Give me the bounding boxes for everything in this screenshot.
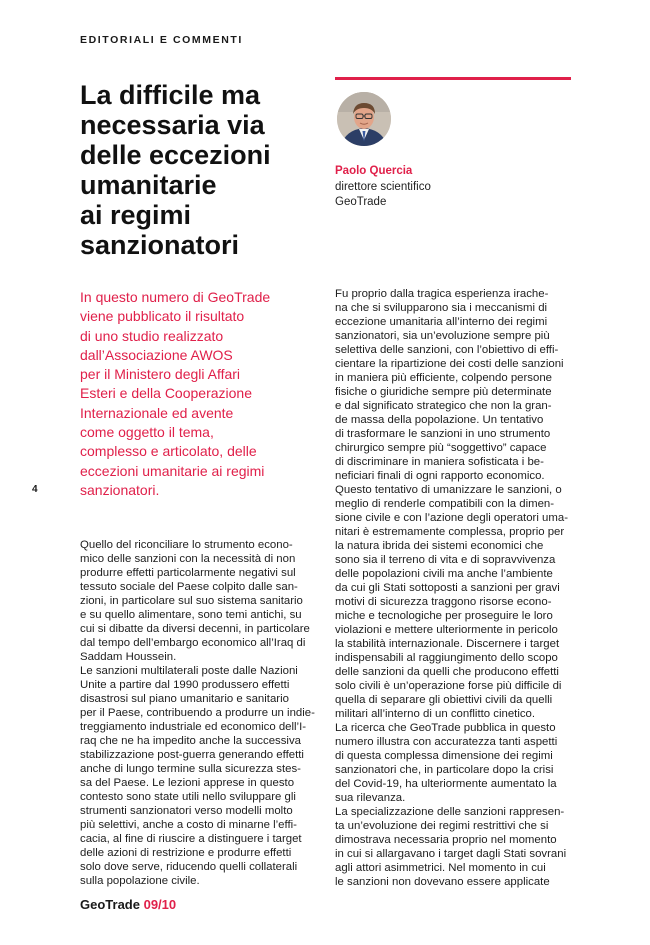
body-line: contesto sono state utili nello sviluppare gli: [80, 791, 296, 803]
body-line: la natura ibrida dei sistemi economici che: [335, 540, 544, 552]
body-line: di questa complessa dimensione dei regimi: [335, 750, 553, 762]
lead-line: come oggetto il tema,: [80, 424, 214, 441]
body-column-right: [335, 287, 573, 889]
body-line: selettiva delle sanzioni, con l’obiettivo di effi-: [335, 344, 559, 356]
body-line: disastrosi sul piano umanitario e sanitario: [80, 693, 289, 705]
body-line: cientare la ripartizione dei costi delle sanzioni: [335, 358, 564, 370]
body-line: chirurgico sempre più “soggettivo” capace: [335, 442, 547, 454]
footer-issue: 09/10: [143, 897, 177, 912]
body-line: sua rilevanza.: [335, 792, 406, 804]
body-line: dal tempo dell’embargo economico all’Iraq di: [80, 637, 306, 649]
body-line: sione civile e con l’azione degli operatori uma-: [335, 512, 569, 524]
body-line: eccezione umanitaria all’interno dei regimi: [335, 316, 548, 328]
body-line: e dal significato strategico che non la gran-: [335, 400, 552, 412]
author-name: Paolo Quercia: [335, 165, 413, 177]
body-line: indispensabili al raggiungimento dello scopo: [335, 652, 558, 664]
footer: [80, 897, 176, 912]
body-line: Fu proprio dalla tragica esperienza irache-: [335, 288, 549, 300]
title-line: La difficile ma: [80, 80, 261, 110]
body-line: neficiari finali di ogni rapporto economico.: [335, 470, 545, 482]
body-line: de massa della popolazione. Un tentativo: [335, 414, 544, 426]
body-line: ta un’evoluzione dei regimi restrittivi che si: [335, 820, 549, 832]
body-line: le sanzioni non dovevano essere applicate: [335, 876, 550, 888]
body-line: sulla popolazione civile.: [80, 875, 200, 887]
page-number: 4: [32, 484, 38, 495]
body-line: Questo tentativo di umanizzare le sanzioni, o: [335, 484, 562, 496]
body-line: cui si dibatte da diversi decenni, in particolare: [80, 623, 310, 635]
title-line: sanzionatori: [80, 230, 240, 260]
body-line: sono sia il terreno di vita e di sopravvivenza: [335, 554, 556, 566]
body-line: la stabilità internazionale. Discernere i target: [335, 638, 560, 650]
author-avatar: [337, 92, 391, 146]
lead-line: complesso e articolato, delle: [80, 443, 257, 460]
body-line: da cui gli Stati sottoposti a sanzioni per gravi: [335, 582, 560, 594]
body-line: Saddam Houssein.: [80, 651, 177, 663]
lead-line: sanzionatori.: [80, 481, 160, 498]
lead-line: di uno studio realizzato: [80, 327, 224, 344]
body-line: sanzionatori che, in particolare dopo la crisi: [335, 764, 554, 776]
body-line: treggiamento industriale ed economico dell’I-: [80, 721, 307, 733]
lead-line: per il Ministero degli Affari: [80, 366, 241, 383]
article-title: [80, 80, 320, 260]
body-line: dimostrava necessaria proprio nel momento: [335, 834, 557, 846]
lead-line: dall’Associazione AWOS: [80, 346, 233, 363]
body-line: agli attori asimmetrici. Nel momento in cui: [335, 862, 546, 874]
body-line: solo dove serve, riducendo quelli collaterali: [80, 861, 298, 873]
body-line: in cui si allargavano i target dagli Stati sovrani: [335, 848, 567, 860]
body-line: delle popolazioni civili ma anche l’ambiente: [335, 568, 553, 580]
body-line: raq che ne ha impedito anche la successiva: [80, 735, 301, 747]
lead-line: eccezioni umanitarie ai regimi: [80, 462, 265, 479]
body-line: numero illustra con accuratezza tanti aspetti: [335, 736, 558, 748]
author-role-line: direttore scientifico: [335, 181, 431, 193]
body-line: in maniera più efficiente, colpendo persone: [335, 372, 552, 384]
lead-line: In questo numero di GeoTrade: [80, 289, 271, 305]
body-line: La ricerca che GeoTrade pubblica in questo: [335, 722, 556, 734]
body-line: più selettivi, anche a costo di minarne l’effi-: [80, 819, 297, 831]
body-line: meglio di renderle compatibili con la dimen-: [335, 498, 555, 510]
body-line: delle sanzioni da quelli che producono effetti: [335, 666, 559, 678]
body-line: na che si svilupparono sia i meccanismi di: [335, 302, 548, 314]
author-role: [335, 180, 431, 210]
body-line: miche e tecnologiche per proseguire le loro: [335, 610, 553, 622]
accent-rule: [335, 77, 571, 80]
body-line: cacia, al fine di riuscire a distinguere i target: [80, 833, 302, 845]
body-column-left: [80, 538, 322, 888]
body-line: e su quello alimentare, sono temi antichi, su: [80, 609, 302, 621]
body-line: fisiche o giuridiche sempre più determinate: [335, 386, 552, 398]
body-line: mico delle sanzioni con la necessità di non: [80, 553, 296, 565]
body-line: stabilizzazione post-guerra generando effetti: [80, 749, 304, 761]
lead-line: Esteri e della Cooperazione: [80, 385, 252, 402]
body-line: Unite a partire dal 1990 produssero effetti: [80, 679, 290, 691]
author-role-line: GeoTrade: [335, 196, 387, 208]
body-line: quella di separare gli obiettivi civili da quelli: [335, 694, 553, 706]
body-line: violazioni e mettere ulteriormente in pericolo: [335, 624, 558, 636]
author-portrait-icon: [337, 92, 391, 146]
body-line: di discriminare in maniera sofisticata i be-: [335, 456, 544, 468]
body-line: di trasformare le sanzioni in uno strumento: [335, 428, 551, 440]
title-line: umanitarie: [80, 170, 217, 200]
section-label: EDITORIALI E COMMENTI: [80, 34, 243, 46]
lead-line: Internazionale ed avente: [80, 404, 234, 421]
footer-brand: GeoTrade: [80, 897, 140, 912]
body-line: Le sanzioni multilaterali poste dalle Nazioni: [80, 665, 298, 677]
body-line: del Covid-19, ha ulteriormente aumentato la: [335, 778, 557, 790]
body-line: nitari è estremamente complessa, proprio per: [335, 526, 565, 538]
body-line: sanzionatori, sia un’evoluzione sempre più: [335, 330, 550, 342]
lead-line: viene pubblicato il risultato: [80, 308, 245, 325]
body-line: La specializzazione delle sanzioni rappresen-: [335, 806, 565, 818]
body-line: anche di lungo termine sulla sicurezza stes-: [80, 763, 301, 775]
body-line: tessuto sociale del Paese colpito dalle san-: [80, 581, 298, 593]
body-line: Quello del riconciliare lo strumento econo-: [80, 539, 293, 551]
body-line: sa del Paese. Le lezioni apprese in questo: [80, 777, 295, 789]
body-line: per il Paese, contribuendo a produrre un indie-: [80, 707, 315, 719]
body-line: delle azioni di restrizione e produrre effetti: [80, 847, 292, 859]
body-line: militari all’interno di un conflitto cinetico.: [335, 708, 536, 720]
body-line: zioni, in particolare sul suo sistema sanitario: [80, 595, 303, 607]
title-line: ai regimi: [80, 200, 192, 230]
body-line: solo civili è un’operazione forse più difficile di: [335, 680, 562, 692]
lead-paragraph: [80, 288, 308, 500]
body-line: produrre effetti particolarmente negativi sul: [80, 567, 296, 579]
title-line: delle eccezioni: [80, 140, 271, 170]
body-line: strumenti sanzionatori verso modelli molto: [80, 805, 293, 817]
body-line: motivi di sicurezza traggono risorse econo-: [335, 596, 552, 608]
title-line: necessaria via: [80, 110, 265, 140]
